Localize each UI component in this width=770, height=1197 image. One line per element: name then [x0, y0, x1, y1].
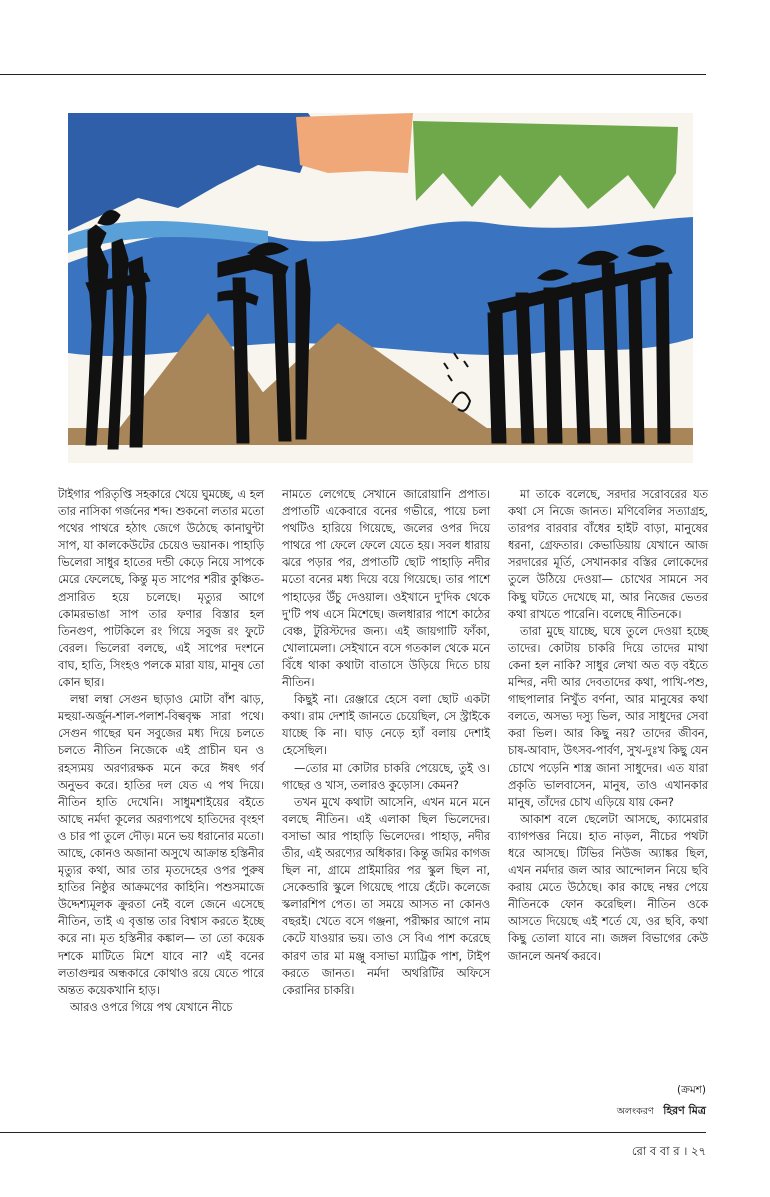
paragraph: নামতে লেগেছে সেখানে জারোয়ানি প্রপাত। প্রপাতটি একেবারে বনের গভীরে, পায়ে চলা পথটিও হারিয়ে গিয়েছে, জলের ওপর দিয়ে পাথরে পা ফেলে ফেলে যেতে হয়। সবল ধারায় ঝরে পড়ার পর, প্রপাতটি ছোট পাহাড়ি নদীর মতো বনের মধ্য দিয়ে বয়ে গিয়েছে। তার পাশে পাহাড়ের উঁচু দেওয়াল। ওইখানে দু'দিক থেকে দু'টি পথ এসে মিশেছে। জলধারার পাশে কাঠের বেঞ্চ, টুরিস্টদের জন্য। এই জায়গাটি ফাঁকা, খোলামেলা। সেইখানে বসে গতকাল থেকে মনে বিঁধে থাকা কথাটা বাতাসে উড়িয়ে দিতে চায় নীতিন। [282, 487, 490, 690]
paragraph: আকাশ বলে ছেলেটা আসছে, ক্যামেরার ব্যাগপত্তর নিয়ে। হাত নাড়ল, নীচের পথটা ধরে আসছে। টিভির নিউজ অ্যাঙ্কর ছিল, এখন নর্মদার জল আর আন্দোলন নিয়ে ছবি করায় মেতে উঠেছে। কার কাছে নম্বর পেয়ে নীতিনকে ফোন করেছিল। নীতিন ওকে আসতে দিয়েছে এই শর্তে যে, ওর ছবি, কথা কিছু তোলা যাবে না। জঙ্গল বিভাগের কেউ জানলে অনর্থ করবে। [508, 811, 708, 963]
page-folio: রো ব বা র । ২৭ [631, 1144, 706, 1158]
paragraph: —তোর মা কোটার চাকরি পেয়েছে, তুই ও। গাছের ও খাস, তলারও কুড়োস। কেমন? [282, 760, 490, 792]
illustrator-name: হিরণ মিত্র [663, 1104, 706, 1117]
paragraph: আরও ওপরে গিয়ে পথ যেখানে নীচে [70, 999, 233, 1014]
white-base [68, 445, 693, 463]
article-column-3 [508, 486, 708, 965]
orange-patch [296, 113, 413, 173]
paragraph: লম্বা লম্বা সেগুন ছাড়াও মোটা বাঁশ ঝাড়, মহুয়া-অর্জুন-শাল-পলাশ-বিল্ববৃক্ষ সারা পথে। সেগুন গাছের ঘন সবুজের মধ্য দিয়ে চলতে চলতে নীতিন নিজেকে এই প্রাচীন ঘন ও রহস্যময় অরণ্যরক্ষক মনে করে ঈষৎ গর্ব অনুভব করে। হাতির দল যেত এ পথ দিয়ে। নীতিন হাতি দেখেনি। সাধুমশাইয়ের বইতে আছে নর্মদা কূলের অরণ্যপথে হাতিদের বৃংহণ ও চার পা তুলে দৌড়। মনে ভয় ধরানোর মতো। আছে, কোনও অজানা অসুখে আক্রান্ত হস্তিনীর মৃত্যুর কথা, আর তার মৃতদেহের ওপর পুরুষ হাতির নিষ্ঠুর আক্রমণের কাহিনি। পশুসমাজে উদ্দেশ্যমূলক ক্রুরতা নেই বলে জেনে এসেছে নীতিন, তাই এ বৃত্তান্ত তার বিশ্বাস করতে ইচ্ছে করে না। মৃত হস্তিনীর কঙ্কাল— তা তো কয়েক দশকে মাটিতে মিশে যাবে না? এই বনের লতাগুল্মর অন্ধকারে কোথাও রয়ে যেতে পারে অন্তত কয়েকখানি হাড়। [58, 692, 264, 997]
article-column-2 [282, 486, 490, 999]
paragraph: টাইগার পরিতৃপ্তি সহকারে খেয়ে ঘুমচ্ছে, এ হল তার নাসিকা গর্জনের শব্দ। শুকনো লতার মতো পথের পাথরে হঠাৎ জেগে উঠেছে কানাঘুন্টা সাপ, যা কালকেউটের চেয়েও ভয়ানক। পাহাড়ি ভিলেরা সাধুর হাতের দন্ডী কেড়ে নিয়ে সাপকে মেরে ফেলেছে, কিন্তু মৃত সাপের শরীর কুঞ্চিত-প্রসারিত হয়ে চলেছে। মৃত্যুর আগে কোমরভাঙা সাপ তার ফণার বিস্তার হল তিনগুণ, পাটকিলে রং গিয়ে সবুজ রং ফুটে বেরল। ভিলেরা বলছে, এই সাপের দংশনে বাঘ, হাতি, সিংহও পলকে মারা যায়, মানুষ তো কোন ছার। [58, 487, 264, 690]
bottom-rule [0, 1132, 706, 1133]
paragraph: তখন মুখে কথাটা আসেনি, এখন মনে মনে বলছে নীতিন। এই এলাকা ছিল ভিলেদের। বসাভা আর পাহাড়ি ভিলেদের। পাহাড়, নদীর তীর, এই অরণ্যের অধিকার। কিন্তু জমির কাগজ ছিল না, গ্রামে প্রাইমারির পর স্কুল ছিল না, সেকেন্ডারি স্কুলে গিয়েছে পায়ে হেঁটে। কলেজে স্কলারশিপ পেত। তা সময়ে আসত না কোনও বছরই। খেতে বসে গঞ্জনা, পরীক্ষার আগে নাম কেটে যাওয়ার ভয়। তাও সে বিএ পাশ করেছে কারণ তার মা মঞ্জু বসাভা ম্যাট্রিক পাশ, টাইপ করতে জানত। নর্মদা অথরিটির অফিসে কেরানির চাকরি। [282, 794, 490, 997]
continued-marker: (ক্রমশ) [676, 1084, 706, 1096]
illustration [68, 113, 693, 463]
paragraph: তারা মুছে যাচ্ছে, ঘষে তুলে দেওয়া হচ্ছে তাদের। কোটায় চাকরি দিয়ে তাদের মাথা কেনা হল নাকি? সাধুর লেখা অত বড় বইতে মন্দির, নদী আর দেবতাদের কথা, পাখি-পশু, গাছপালার নিখুঁত বর্ণনা, আর মানুষের কথা বলতে, অসভ্য দস্যু ভিল, আর সাধুদের সেবা করা ভিল। আর কিছু নয়? তাদের জীবন, চাষ-আবাদ, উৎসব-পার্বণ, সুখ-দুঃখ কিছু যেন চোখে পড়েনি শাস্ত্র জানা সাধুদের। এত যারা প্রকৃতি ভালবাসেন, মানুষ, তাও এখানকার মানুষ, তাঁদের চোখ এড়িয়ে যায় কেন? [508, 623, 708, 809]
illustrator-credit [0, 1102, 706, 1121]
top-rule [0, 74, 706, 75]
article-column-1 [58, 486, 264, 1016]
paragraph: মা তাকে বলেছে, সরদার সরোবরের যত কথা সে নিজে জানত। মণিবেলির সত্যাগ্রহ, তারপর বারবার বাঁধের হাইট বাড়া, মানুষের ধরনা, গ্রেফতার। কেভাডিয়ায় যেখানে আজ সরদারের মূর্তি, সেখানকার বস্তির লোকেদের তুলে উঠিয়ে দেওয়া— চোখের সামনে সব কিছু ঘটতে দেখেছে মা, আর নিজের ভেতর কথা রাখতে পারেনি। বলেছে নীতিনকে। [508, 487, 708, 621]
illustrator-label: অলংকরণ [616, 1106, 654, 1117]
paragraph: কিছুই না। রেঞ্জারে হেসে বলা ছোট একটা কথা। রাম দেশাই জানতে চেয়েছিল, সে স্ট্রাইকে যাচ্ছে কি না। ঘাড় নেড়ে হ্যাঁ বলায় দেশাই হেসেছিল। [282, 692, 490, 758]
